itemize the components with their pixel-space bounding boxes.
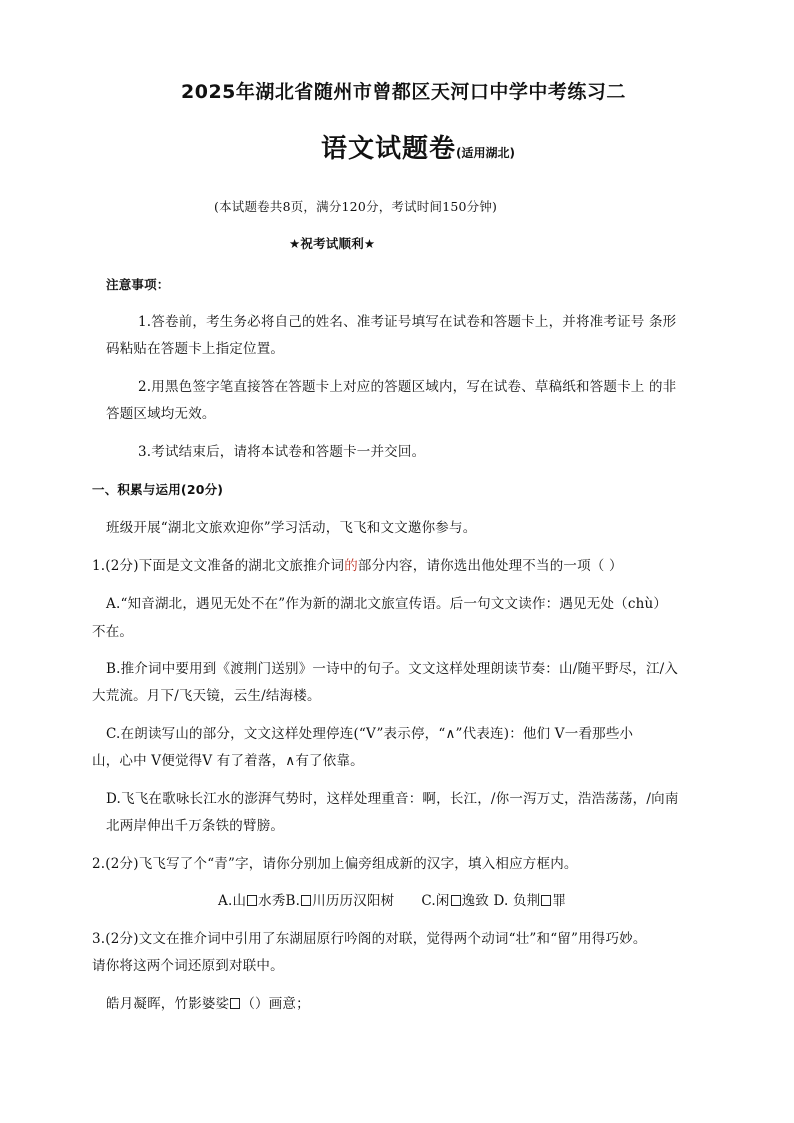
q2-options: [218, 892, 566, 910]
answer-box-couplet[interactable]: [230, 998, 240, 1009]
q1-option-b-line-1: B.推介词中要用到《渡荆门送别》一诗中的句子。文文这样处理朗读节奏：山/随平野尽，江/入: [106, 661, 679, 677]
q2-option-c-end: 逸致 D. 负荆: [461, 893, 541, 909]
q1-stem-highlight: 的: [344, 558, 358, 574]
q1-option-d-line-1: D.飞飞在歌咏长江水的澎湃气势时，这样处理重音：啊，长江，/你一泻万丈，浩浩荡荡，/向南: [106, 791, 679, 807]
exam-subtitle: [321, 133, 515, 169]
section-1-heading: 一、积累与运用(20分): [92, 482, 224, 497]
answer-box-b[interactable]: [301, 895, 311, 906]
q2-option-b: 川历历汉阳树: [312, 893, 395, 909]
q2-option-a-start: A.山: [218, 893, 247, 909]
exam-info: (本试题卷共8页，满分120分，考试时间150分钟): [214, 199, 498, 214]
q2-option-c-start: C.闲: [421, 893, 450, 909]
notice-item-2-line-2: 答题区域均无效。: [106, 406, 216, 422]
q1-option-a-line-2: 不在。: [92, 624, 134, 640]
subtitle-note: (适用湖北): [456, 146, 515, 160]
q3-stem-line-2: 请你将这两个词还原到对联中。: [92, 958, 284, 974]
notice-item-3: 3.考试结束后，请将本试卷和答题卡一并交回。: [138, 444, 426, 460]
answer-box-d[interactable]: [541, 895, 551, 906]
q1-stem: [92, 557, 623, 575]
exam-title: 2025年湖北省随州市曾都区天河口中学中考练习二: [181, 81, 626, 103]
notice-item-1-line-1: 1.答卷前，考生务必将自己的姓名、准考证号填写在试卷和答题卡上，并将准考证号 条形: [138, 314, 677, 330]
section-1-intro: 班级开展“湖北文旅欢迎你”学习活动，飞飞和文文邀你参与。: [106, 520, 477, 536]
q2-stem: 2.(2分)飞飞写了个“青”字，请你分别加上偏旁组成新的汉字，填入相应方框内。: [92, 856, 578, 872]
q1-stem-part-a: 1.(2分)下面是文文准备的湖北文旅推介词: [92, 558, 345, 574]
q1-option-c-line-1: C.在朗读写山的部分，文文这样处理停连(“V”表示停，“∧”代表连)：他们 V一看那些小: [106, 726, 634, 742]
blessing-text: ★祝考试顺利★: [289, 236, 376, 251]
q1-option-a-line-1: A.“知音湖北，遇见无处不在”作为新的湖北文旅宣传语。后一句文文读作：遇见无处（chù）: [106, 596, 668, 612]
q2-option-a-end: 水秀B.: [258, 893, 301, 909]
notice-item-2-line-1: 2.用黑色签字笔直接答在答题卡上对应的答题区域内，写在试卷、草稿纸和答题卡上 的非: [138, 379, 677, 395]
q1-stem-part-b: 部分内容，请你选出他处理不当的一项（ ）: [357, 558, 623, 574]
subtitle-text: 语文试题卷: [321, 134, 457, 164]
answer-box-a[interactable]: [247, 895, 257, 906]
answer-box-c[interactable]: [451, 895, 461, 906]
q1-option-b-line-2: 大荒流。月下/飞天镜，云生/结海楼。: [92, 688, 321, 704]
q3-couplet-line-1: [106, 995, 310, 1013]
couplet-text-end: （）画意；: [241, 996, 310, 1012]
q2-option-d: 罪: [552, 893, 567, 909]
couplet-text-start: 皓月凝晖，竹影婆娑: [106, 996, 230, 1012]
q1-option-c-line-2: 山，心中 V便觉得V 有了着落，∧有了依靠。: [92, 753, 364, 769]
q3-stem-line-1: 3.(2分)文文在推介词中引用了东湖屈原行吟阁的对联，觉得两个动词“壮”和“留”用得巧妙。: [92, 931, 647, 947]
notice-item-1-line-2: 码粘贴在答题卡上指定位置。: [106, 341, 285, 357]
q1-option-d-line-2: 北两岸伸出千万条铁的臂膀。: [106, 818, 285, 834]
notice-heading: 注意事项：: [106, 277, 170, 292]
